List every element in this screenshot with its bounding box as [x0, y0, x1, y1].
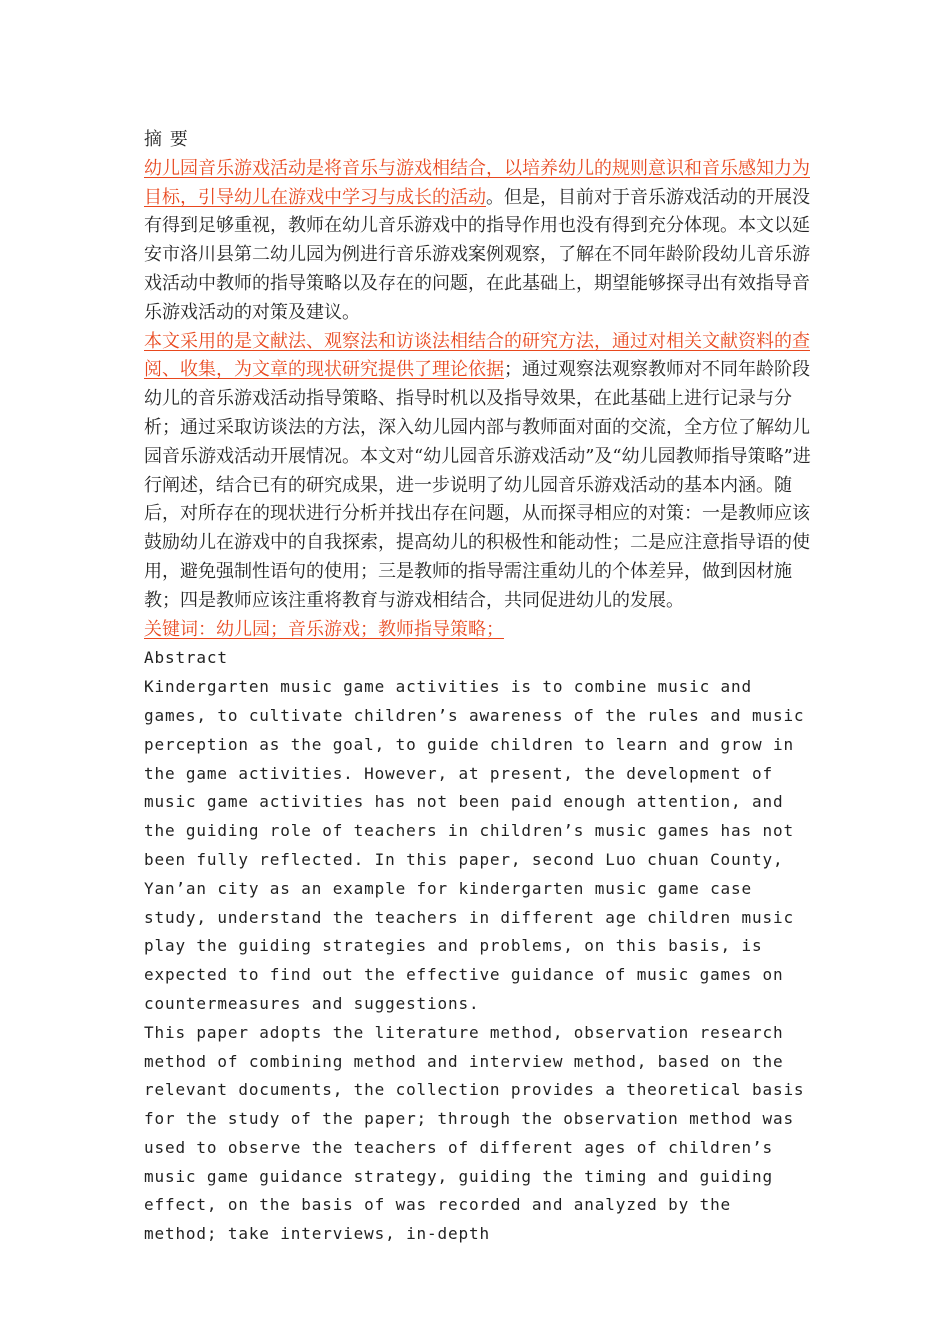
- abstract-en-paragraph-1: Kindergarten music game activities is to combine music and games, to cultivate children’s awareness of the rules and music perception as the goal, to guide children to learn and grow in the game activities. However, at present, the development of music game activities has not been paid enough attention, and the guiding role of teachers in children’s music games has not been fully reflected. In this paper, second Luo chuan County, Yan’an city as an example for kindergarten music game case study, understand the teachers in different age children music play the guiding strategies and problems, on this basis, is expected to find out the effective guidance of music games on countermeasures and suggestions.: [144, 677, 805, 1013]
- body-text: 。但是，目前对于音乐游戏活动的开展没有得到足够重视，教师在幼儿音乐游戏中的指导作用也没有得到充分体现。本文以延安市洛川县第二幼儿园为例进行音乐游戏案例观察，了解在不同年龄阶段幼儿音乐游戏活动中教师的指导策略以及存在的问题，在此基础上，期望能够探寻出有效指导音乐游戏活动的对策及建议。: [144, 186, 810, 323]
- abstract-cn-paragraph-1: [144, 155, 814, 328]
- body-text: ；通过观察法观察教师对不同年龄阶段幼儿的音乐游戏活动指导策略、指导时机以及指导效果，在此基础上进行记录与分析；通过采取访谈法的方法，深入幼儿园内部与教师面对面的交流，全方位了解幼儿园音乐游戏活动开展情况。本文对“幼儿园音乐游戏活动”及“幼儿园教师指导策略”进行阐述，结合已有的研究成果，进一步说明了幼儿园音乐游戏活动的基本内涵。随后，对所存在的现状进行分析并找出存在问题，从而探寻相应的对策：一是教师应该鼓励幼儿在游戏中的自我探索，提高幼儿的积极性和能动性；二是应注意指导语的使用，避免强制性语句的使用；三是教师的指导需注重幼儿的个体差异，做到因材施教；四是教师应该注重将教育与游戏相结合，共同促进幼儿的发展。: [144, 359, 811, 611]
- abstract-en-heading: Abstract: [144, 648, 228, 668]
- highlighted-text: 本文采用的是文献法、观察法和访谈法相结合的研究方法，通过对相关文献资料的查阅、收集，为文章的现状研究提供了理论依据: [144, 330, 810, 381]
- abstract-en-paragraph-2: This paper adopts the literature method, observation research method of combining method and interview method, based on the relevant documents, the collection provides a theoretical basis for the study of the paper; through the observation method was used to observe the teachers of different ages of children’s music game guidance strategy, guiding the timing and guiding effect, on the basis of was recorded and analyzed by the method; take interviews, in-depth: [144, 1022, 805, 1244]
- abstract-cn-paragraph-2: [144, 328, 814, 616]
- highlighted-text: 幼儿园音乐游戏活动是将音乐与游戏相结合，以培养幼儿的规则意识和音乐感知力为目标，引导幼儿在游戏中学习与成长的活动: [144, 157, 810, 208]
- keywords-line: 关键词：幼儿园；音乐游戏；教师指导策略；: [144, 618, 504, 640]
- abstract-cn-heading: 摘 要: [144, 129, 189, 150]
- document-page: [144, 126, 814, 1249]
